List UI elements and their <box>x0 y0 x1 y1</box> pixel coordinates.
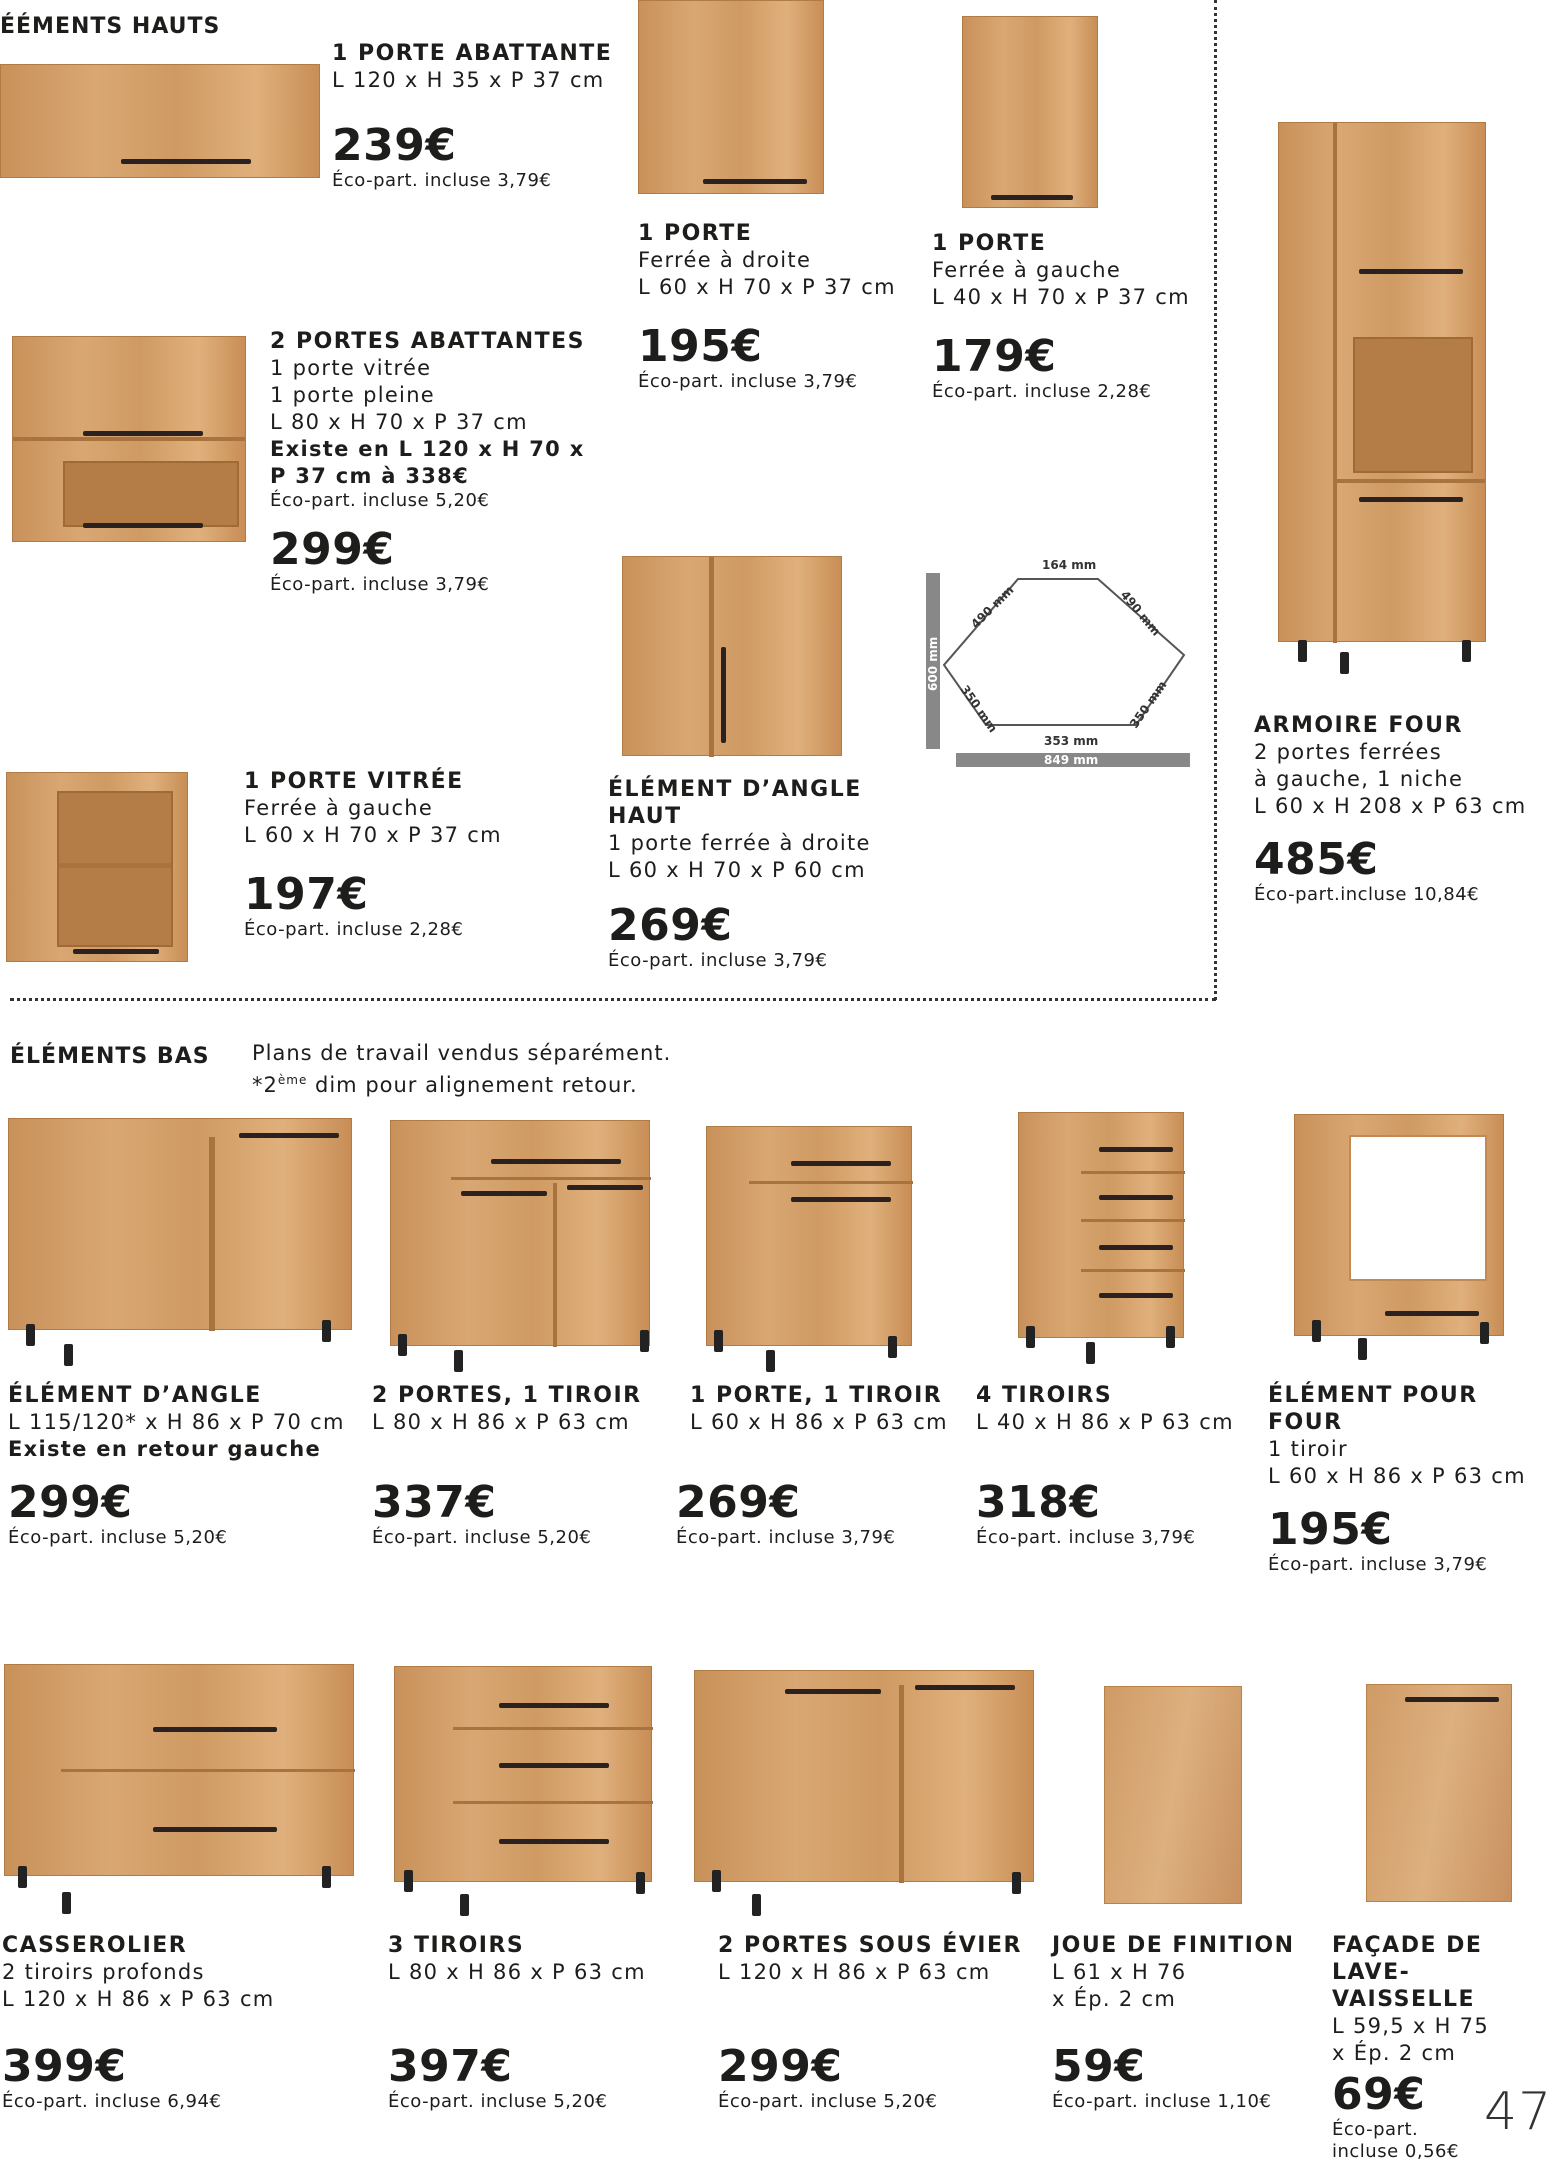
cabinet-handle <box>791 1161 891 1166</box>
product-joue-finition <box>1052 1932 1295 2113</box>
product-eco-part: Éco-part. incluse 3,79€ <box>976 1527 1196 1548</box>
cabinet-handle <box>121 159 251 164</box>
product-eco-part: Éco-part. incluse 3,79€ <box>1268 1554 1488 1575</box>
product-title: 4 TIROIRS <box>976 1383 1113 1408</box>
product-casserolier <box>2 1932 275 2113</box>
diagram-label-left-upper: 490 mm <box>968 582 1017 632</box>
cabinet-handle <box>1359 269 1463 274</box>
product-price: 197€ <box>244 869 369 920</box>
product-eco-part: Éco-part. incluse 5,20€ <box>388 2091 608 2112</box>
product-option: à gauche, 1 niche <box>1254 767 1464 791</box>
cabinet-leg <box>1012 1872 1021 1894</box>
product-image-armoire-four <box>1278 122 1486 642</box>
cabinet-handle <box>73 949 159 954</box>
product-title: ÉLÉMENT POUR FOUR <box>1268 1383 1478 1435</box>
product-price: 195€ <box>638 321 763 372</box>
product-title: 3 TIROIRS <box>388 1933 525 1958</box>
diagram-label-height: 600 mm <box>926 636 940 691</box>
cabinet-leg <box>1312 1320 1321 1342</box>
corner-dimension-diagram <box>926 555 1196 780</box>
product-2-portes-1-tiroir <box>372 1382 642 1549</box>
product-image-porte-abattante <box>0 64 320 178</box>
product-dimensions: L 60 x H 70 x P 37 cm <box>638 275 896 299</box>
cabinet-leg <box>18 1866 27 1888</box>
cabinet-leg <box>1358 1338 1367 1360</box>
product-option: 1 tiroir <box>1268 1437 1348 1461</box>
product-dimensions: L 80 x H 86 x P 63 cm <box>388 1960 646 1984</box>
product-eco-part: Éco-part. incluse 1,10€ <box>1052 2091 1272 2112</box>
product-title-line-2: HAUT <box>608 804 682 829</box>
product-image-porte-gauche <box>962 16 1098 208</box>
product-option: 1 porte vitrée <box>270 356 432 380</box>
product-price: 397€ <box>388 2041 513 2092</box>
product-porte-droite <box>638 220 896 393</box>
product-price: 299€ <box>8 1477 133 1528</box>
product-3-tiroirs <box>388 1932 646 2113</box>
bas-note <box>252 1040 671 1099</box>
product-option: 2 tiroirs profonds <box>2 1960 205 1984</box>
cabinet-leg <box>714 1330 723 1352</box>
diagram-label-right-lower: 350 mm <box>1126 678 1170 731</box>
diagram-label-top: 164 mm <box>1042 558 1097 572</box>
product-title: 2 PORTES, 1 TIROIR <box>372 1383 642 1408</box>
cabinet-handle <box>153 1827 277 1832</box>
bas-note-line-2: *2ème dim pour alignement retour. <box>252 1073 638 1097</box>
cabinet-leg <box>322 1866 331 1888</box>
cabinet-leg <box>752 1894 761 1916</box>
cabinet-handle <box>1099 1293 1173 1298</box>
cabinet-leg <box>1166 1326 1175 1348</box>
product-price: 299€ <box>718 2041 843 2092</box>
product-title: 1 PORTE ABATTANTE <box>332 41 613 66</box>
product-price: 399€ <box>2 2041 127 2092</box>
product-option: 2 portes ferrées <box>1254 740 1442 764</box>
product-option: Ferrée à gauche <box>244 796 434 820</box>
page-number: 47 <box>1484 2082 1552 2142</box>
product-image-2-portes-1-tiroir <box>390 1120 650 1346</box>
product-price: 69€ <box>1332 2069 1426 2120</box>
diagram-label-bottom: 353 mm <box>1044 734 1099 748</box>
product-eco-part: Éco-part. incluse 3,79€ <box>608 950 828 971</box>
product-eco-part: Éco-part. incluse 2,28€ <box>932 381 1152 402</box>
product-image-element-angle <box>8 1118 352 1330</box>
cabinet-handle <box>721 647 726 743</box>
cabinet-leg <box>636 1872 645 1894</box>
product-eco-part-line-2: incluse 0,56€ <box>1332 2141 1459 2162</box>
product-dimensions: L 115/120* x H 86 x P 70 cm <box>8 1410 345 1434</box>
product-porte-vitree <box>244 768 502 941</box>
cabinet-handle <box>239 1133 339 1138</box>
cabinet-leg <box>1340 652 1349 674</box>
product-variant: Existe en L 120 x H 70 x <box>270 437 585 461</box>
product-option: Ferrée à droite <box>638 248 812 272</box>
product-thickness: x Ép. 2 cm <box>1052 1987 1177 2011</box>
cabinet-handle <box>1359 497 1463 502</box>
product-title: 1 PORTE <box>932 231 1047 256</box>
section-title-hauts: ÉÉMENTS HAUTS <box>0 14 221 39</box>
product-image-porte-vitree <box>6 772 188 962</box>
cabinet-handle <box>1099 1245 1173 1250</box>
product-eco-part: Éco-part. incluse 5,20€ <box>718 2091 938 2112</box>
product-variant: Existe en retour gauche <box>8 1437 322 1461</box>
product-dimensions: L 120 x H 86 x P 63 cm <box>2 1987 275 2011</box>
cabinet-leg <box>1026 1326 1035 1348</box>
cabinet-leg <box>1462 640 1471 662</box>
cabinet-leg <box>64 1344 73 1366</box>
cabinet-handle <box>915 1685 1015 1690</box>
cabinet-leg <box>1480 1322 1489 1344</box>
product-option: 1 porte pleine <box>270 383 436 407</box>
product-dimensions: L 80 x H 70 x P 37 cm <box>270 410 528 434</box>
product-eco-part: Éco-part. incluse 3,79€ <box>332 170 552 191</box>
product-image-2-portes-abattantes <box>12 336 246 542</box>
vertical-separator <box>1214 0 1217 1000</box>
product-price: 59€ <box>1052 2041 1146 2092</box>
product-dimensions: L 80 x H 86 x P 63 cm <box>372 1410 630 1434</box>
product-variant-eco-part: Éco-part. incluse 5,20€ <box>270 490 490 511</box>
cabinet-leg <box>460 1894 469 1916</box>
product-image-porte-droite <box>638 0 824 194</box>
product-price: 299€ <box>270 524 395 575</box>
product-price: 485€ <box>1254 834 1379 885</box>
cabinet-handle <box>785 1689 881 1694</box>
cabinet-leg <box>404 1870 413 1892</box>
product-title: 1 PORTE <box>638 221 753 246</box>
cabinet-handle <box>499 1763 609 1768</box>
cabinet-leg <box>398 1334 407 1356</box>
product-eco-part: Éco-part. incluse 3,79€ <box>676 1527 896 1548</box>
product-element-four <box>1268 1382 1550 1576</box>
product-dimensions: L 60 x H 70 x P 37 cm <box>244 823 502 847</box>
cabinet-handle <box>991 195 1073 200</box>
product-dimensions: L 60 x H 86 x P 63 cm <box>690 1410 948 1434</box>
cabinet-handle <box>499 1839 609 1844</box>
section-title-bas: ÉLÉMENTS BAS <box>10 1044 210 1069</box>
product-option: Ferrée à gauche <box>932 258 1122 282</box>
product-dimensions: L 59,5 x H 75 <box>1332 2014 1489 2038</box>
cabinet-handle <box>499 1703 609 1708</box>
product-price: 179€ <box>932 331 1057 382</box>
cabinet-handle <box>83 523 203 528</box>
product-eco-part: Éco-part. <box>1332 2119 1419 2140</box>
cabinet-leg <box>766 1350 775 1372</box>
cabinet-leg <box>26 1324 35 1346</box>
cabinet-leg <box>712 1870 721 1892</box>
cabinet-handle <box>703 179 807 184</box>
product-image-3-tiroirs <box>394 1666 652 1882</box>
product-eco-part: Éco-part. incluse 5,20€ <box>8 1527 228 1548</box>
product-price: 318€ <box>976 1477 1101 1528</box>
product-title: CASSEROLIER <box>2 1933 188 1958</box>
product-dimensions: L 40 x H 70 x P 37 cm <box>932 285 1190 309</box>
cabinet-leg <box>888 1336 897 1358</box>
product-title: ÉLÉMENT D’ANGLE <box>608 777 862 802</box>
product-image-1-porte-1-tiroir <box>706 1126 912 1346</box>
product-image-facade-lave-vaisselle <box>1366 1684 1512 1902</box>
product-image-angle-haut <box>622 556 842 756</box>
cabinet-leg <box>1086 1342 1095 1364</box>
product-dimensions: L 61 x H 76 <box>1052 1960 1187 1984</box>
product-title: 1 PORTE, 1 TIROIR <box>690 1383 943 1408</box>
product-title: 2 PORTES SOUS ÉVIER <box>718 1933 1022 1958</box>
diagram-label-right-upper: 490 mm <box>1117 587 1164 639</box>
product-image-casserolier <box>4 1664 354 1876</box>
product-image-joue-finition <box>1104 1686 1242 1904</box>
cabinet-leg <box>322 1320 331 1342</box>
product-1-porte-1-tiroir <box>676 1382 948 1549</box>
product-armoire-four <box>1254 712 1527 906</box>
horizontal-separator <box>10 998 1216 1001</box>
cabinet-leg <box>640 1330 649 1352</box>
product-image-element-four <box>1294 1114 1504 1336</box>
cabinet-handle <box>1405 1697 1499 1702</box>
product-dimensions: L 60 x H 208 x P 63 cm <box>1254 794 1527 818</box>
product-eco-part: Éco-part. incluse 6,94€ <box>2 2091 222 2112</box>
product-eco-part: Éco-part. incluse 2,28€ <box>244 919 464 940</box>
product-price: 269€ <box>676 1477 801 1528</box>
product-porte-gauche <box>932 230 1190 403</box>
product-dimensions: L 60 x H 70 x P 60 cm <box>608 858 866 882</box>
product-2-portes-abattantes <box>270 328 585 596</box>
product-eco-part: Éco-part.incluse 10,84€ <box>1254 884 1480 905</box>
cabinet-handle <box>567 1185 643 1190</box>
product-title: ÉLÉMENT D’ANGLE <box>8 1383 262 1408</box>
product-thickness: x Ép. 2 cm <box>1332 2041 1457 2065</box>
bas-note-line-1: Plans de travail vendus séparément. <box>252 1041 672 1065</box>
product-title-line-2: LAVE-VAISSELLE <box>1332 1960 1476 2012</box>
product-option: 1 porte ferrée à droite <box>608 831 871 855</box>
diagram-label-total: 849 mm <box>1044 753 1099 767</box>
product-image-2-portes-sous-evier <box>694 1670 1034 1882</box>
product-eco-part: Éco-part. incluse 5,20€ <box>372 1527 592 1548</box>
cabinet-handle <box>83 431 203 436</box>
cabinet-handle <box>1385 1311 1479 1316</box>
cabinet-handle <box>461 1191 547 1196</box>
product-title: 1 PORTE VITRÉE <box>244 769 464 794</box>
product-dimensions: L 60 x H 86 x P 63 cm <box>1268 1464 1526 1488</box>
product-2-portes-sous-evier <box>718 1932 1022 2113</box>
product-price: 269€ <box>608 900 733 951</box>
product-eco-part: Éco-part. incluse 3,79€ <box>270 574 490 595</box>
product-title: ARMOIRE FOUR <box>1254 713 1463 738</box>
product-price: 195€ <box>1268 1504 1393 1555</box>
product-dimensions: L 40 x H 86 x P 63 cm <box>976 1410 1234 1434</box>
product-title: FAÇADE DE <box>1332 1933 1483 1958</box>
product-element-angle <box>8 1382 345 1549</box>
cabinet-leg <box>62 1892 71 1914</box>
product-title: 2 PORTES ABATTANTES <box>270 329 586 354</box>
cabinet-handle <box>491 1159 621 1164</box>
product-title: JOUE DE FINITION <box>1052 1933 1295 1958</box>
product-dimensions: L 120 x H 35 x P 37 cm <box>332 68 605 92</box>
cabinet-handle <box>153 1727 277 1732</box>
cabinet-handle <box>791 1197 891 1202</box>
cabinet-handle <box>1099 1195 1173 1200</box>
product-image-4-tiroirs <box>1018 1112 1184 1338</box>
product-variant: P 37 cm à 338€ <box>270 464 470 488</box>
cabinet-leg <box>1298 640 1307 662</box>
product-porte-abattante <box>332 40 612 192</box>
diagram-label-left-lower: 350 mm <box>957 682 1001 736</box>
product-4-tiroirs <box>976 1382 1234 1549</box>
product-eco-part: Éco-part. incluse 3,79€ <box>638 371 858 392</box>
cabinet-leg <box>454 1350 463 1372</box>
product-angle-haut <box>608 776 871 972</box>
product-price: 337€ <box>372 1477 497 1528</box>
cabinet-handle <box>1099 1147 1173 1152</box>
product-price: 239€ <box>332 120 457 171</box>
product-dimensions: L 120 x H 86 x P 63 cm <box>718 1960 991 1984</box>
